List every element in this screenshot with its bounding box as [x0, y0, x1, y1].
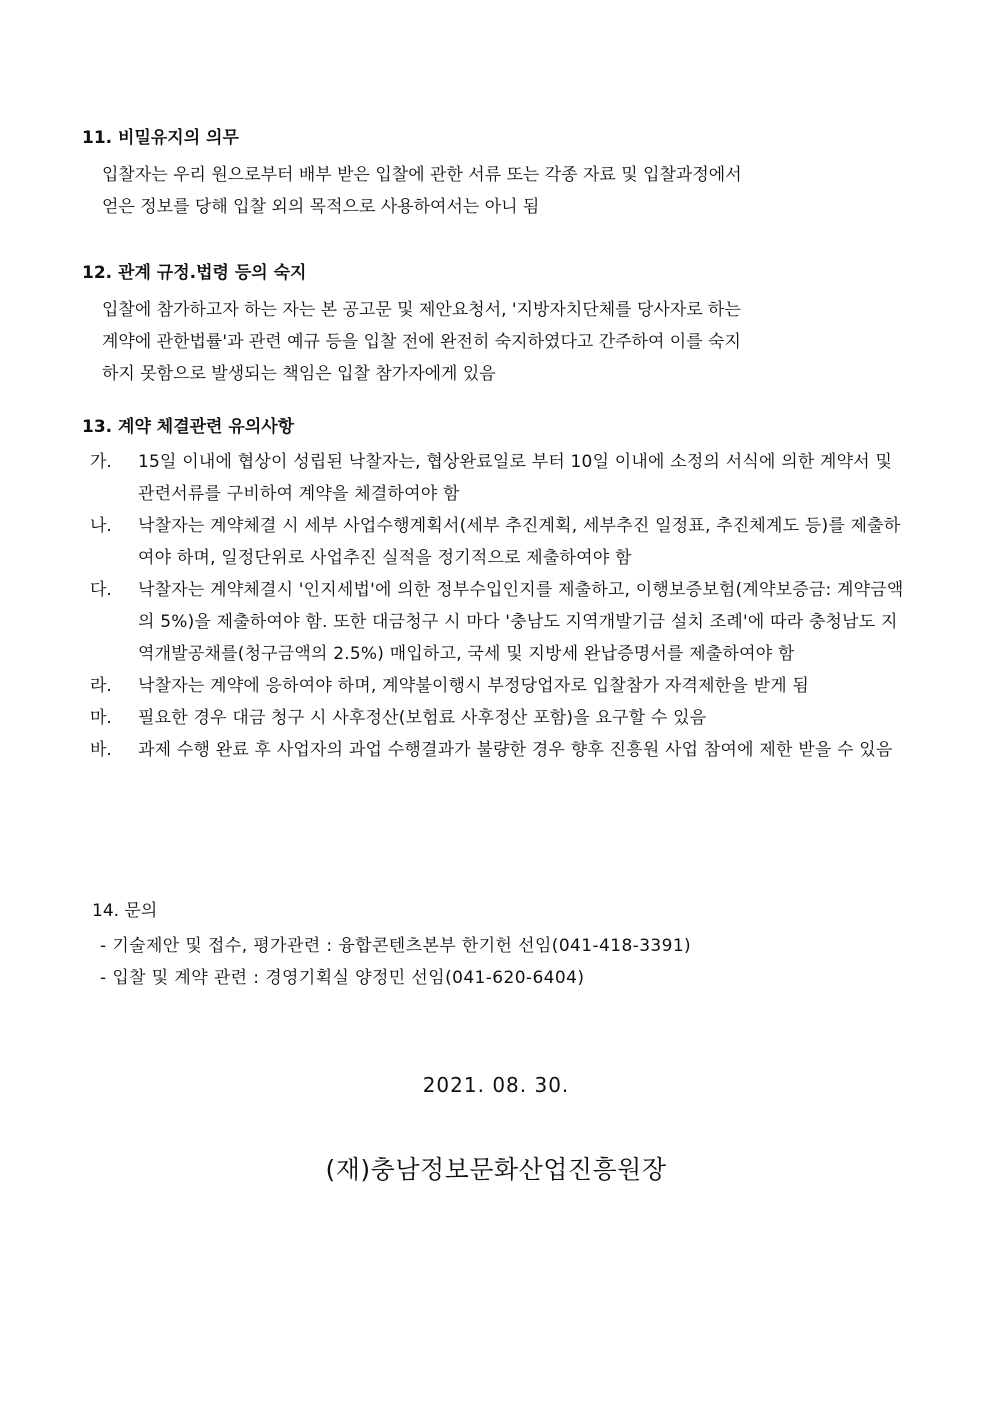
list-marker: 나. [90, 516, 112, 536]
section-regulations [82, 262, 912, 390]
list-item-text: 과제 수행 완료 후 사업자의 과업 수행결과가 불량한 경우 향후 진흥원 사업 참여에 제한 받을 수 있음 [138, 740, 893, 760]
list-item [90, 702, 912, 734]
list-item [90, 734, 912, 766]
list-item [90, 574, 912, 670]
section-heading: 12. 관계 규정.법령 등의 숙지 [82, 263, 307, 283]
list-item-text: 낙찰자는 계약체결 시 세부 사업수행계획서(세부 추진계획, 세부추진 일정표, 추진체계도 등)를 제출하여야 하며, 일정단위로 사업추진 실적을 정기적으로 제출하여야 함 [138, 516, 901, 568]
paragraph-line: 입찰자는 우리 원으로부터 배부 받은 입찰에 관한 서류 또는 각종 자료 및 입찰과정에서 [102, 165, 742, 185]
list-item-text: 낙찰자는 계약에 응하여야 하며, 계약불이행시 부정당업자로 입찰참가 자격제한을 받게 됨 [138, 676, 810, 696]
list-item [90, 446, 912, 510]
paragraph-line: 하지 못함으로 발생되는 책임은 입찰 참가자에게 있음 [102, 364, 496, 384]
section-heading: 14. 문의 [92, 901, 158, 921]
list-marker: 다. [90, 580, 112, 600]
paragraph-line: 얻은 정보를 당해 입찰 외의 목적으로 사용하여서는 아니 됨 [102, 197, 540, 217]
contact-list [92, 930, 922, 994]
section-inquiries [92, 900, 922, 994]
issuing-organization: (재)충남정보문화산업진흥원장 [325, 1155, 667, 1184]
list-item [90, 510, 912, 574]
section-confidentiality [82, 127, 912, 223]
list-item [90, 670, 912, 702]
list-marker: 라. [90, 676, 112, 696]
section-heading: 13. 계약 체결관련 유의사항 [82, 417, 295, 437]
section-heading: 11. 비밀유지의 의무 [82, 128, 239, 148]
list-marker: 마. [90, 708, 112, 728]
list-marker: 바. [90, 740, 112, 760]
section-paragraph [102, 294, 912, 390]
paragraph-line: 계약에 관한법률'과 관련 예규 등을 입찰 전에 완전히 숙지하였다고 간주하여 이를 숙지 [102, 332, 741, 352]
notes-list [90, 446, 912, 766]
contact-line: - 기술제안 및 접수, 평가관련 : 융합콘텐츠본부 한기헌 선임(041-418-3391) [100, 936, 692, 956]
section-contract-notes [82, 416, 912, 766]
section-paragraph [102, 159, 912, 223]
list-marker: 가. [90, 452, 112, 472]
list-item-text: 낙찰자는 계약체결시 '인지세법'에 의한 정부수입인지를 제출하고, 이행보증보험(계약보증금: 계약금액의 5%)을 제출하여야 함. 또한 대금청구 시 마다 '충남도 지역개발기금 설치 조례'에 따라 충청남도 지역개발공채를(청구금액의 2.5%) 매입하고, 국세 및 지방세 완납증명서를 제출하여야 함 [138, 580, 904, 664]
document-date: 2021. 08. 30. [422, 1073, 570, 1097]
paragraph-line: 입찰에 참가하고자 하는 자는 본 공고문 및 제안요청서, '지방자치단체를 당사자로 하는 [102, 300, 741, 320]
list-item-text: 필요한 경우 대금 청구 시 사후정산(보험료 사후정산 포함)을 요구할 수 있음 [138, 708, 707, 728]
list-item-text: 15일 이내에 협상이 성립된 낙찰자는, 협상완료일로 부터 10일 이내에 소정의 서식에 의한 계약서 및 관련서류를 구비하여 계약을 체결하여야 함 [138, 452, 893, 504]
contact-line: - 입찰 및 계약 관련 : 경영기획실 양정민 선임(041-620-6404) [100, 968, 585, 988]
